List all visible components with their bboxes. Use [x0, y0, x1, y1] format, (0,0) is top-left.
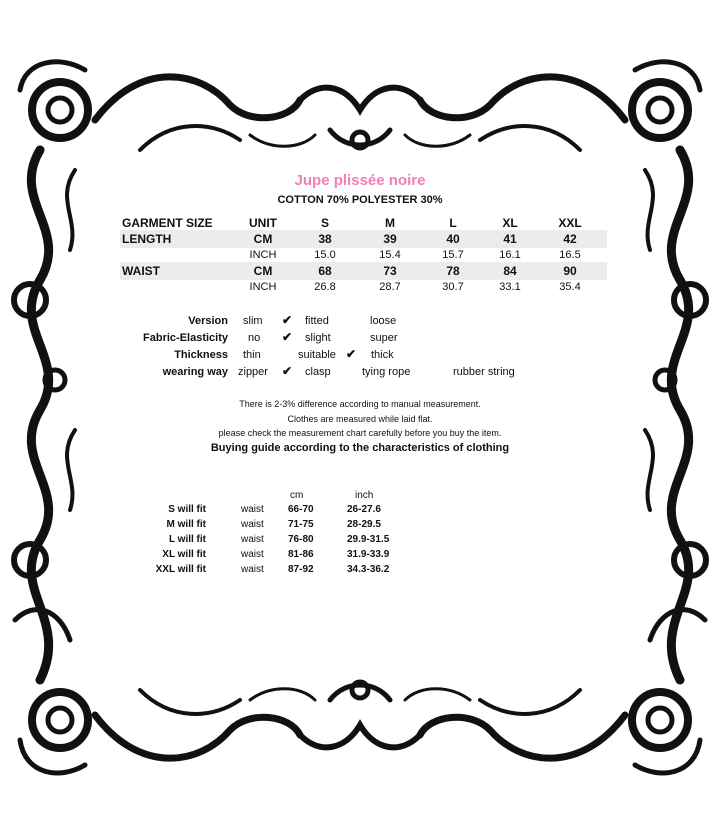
- fit-size: XXL will fit: [155, 564, 206, 575]
- row-label-waist: WAIST: [122, 264, 160, 278]
- fit-cm: 71-75: [288, 519, 314, 530]
- table-cell: 68: [318, 264, 332, 278]
- fit-cm: 87-92: [288, 564, 314, 575]
- option-thick: thick: [371, 349, 394, 361]
- fit-col-inch: inch: [355, 490, 374, 501]
- table-cell: 35.4: [559, 281, 581, 293]
- option-no: no: [248, 332, 261, 344]
- page-title: Jupe plissée noire: [294, 172, 426, 189]
- row-label-length: LENGTH: [122, 232, 172, 246]
- guide-title: Buying guide according to the characteristics of clothing: [210, 442, 510, 454]
- header-unit: UNIT: [249, 216, 277, 230]
- header-size-xl: XL: [502, 216, 518, 230]
- header-garment-size: GARMENT SIZE: [122, 216, 213, 230]
- fit-part: waist: [241, 504, 264, 515]
- fit-inch: 29.9-31.5: [347, 534, 390, 545]
- option-slight: slight: [305, 332, 331, 344]
- fit-size: M will fit: [166, 519, 206, 530]
- table-cell: 41: [503, 232, 517, 246]
- option-fitted: fitted: [305, 315, 329, 327]
- option-rubber-string: rubber string: [453, 366, 515, 378]
- option-loose: loose: [370, 315, 397, 327]
- header-size-m: M: [385, 216, 395, 230]
- table-cell: 73: [383, 264, 397, 278]
- header-size-l: L: [449, 216, 457, 230]
- fit-inch: 31.9-33.9: [347, 549, 390, 560]
- note-line: Clothes are measured while laid flat.: [287, 414, 433, 424]
- table-cell: 90: [563, 264, 577, 278]
- table-cell: 30.7: [442, 281, 464, 293]
- table-cell: 42: [563, 232, 577, 246]
- table-cell: 26.8: [314, 281, 336, 293]
- fit-inch: 26-27.6: [347, 504, 381, 515]
- fit-inch: 34.3-36.2: [347, 564, 390, 575]
- fit-cm: 81-86: [288, 549, 314, 560]
- fit-part: waist: [241, 564, 264, 575]
- row-unit: INCH: [249, 281, 277, 293]
- check-icon: ✔: [282, 313, 293, 327]
- label-fabric-elasticity: Fabric-Elasticity: [143, 332, 228, 344]
- label-version: Version: [188, 315, 228, 327]
- fit-size: S will fit: [168, 504, 206, 515]
- row-unit: INCH: [249, 249, 277, 261]
- option-suitable: suitable: [298, 349, 336, 361]
- table-cell: 40: [446, 232, 460, 246]
- note-line: There is 2-3% difference according to manual measurement.: [239, 399, 481, 409]
- option-zipper: zipper: [238, 366, 268, 378]
- option-slim: slim: [243, 315, 263, 327]
- check-icon: ✔: [346, 347, 357, 361]
- option-super: super: [370, 332, 398, 344]
- header-size-s: S: [320, 216, 329, 230]
- fit-cm: 66-70: [288, 504, 314, 515]
- fit-size: XL will fit: [162, 549, 206, 560]
- table-cell: 16.1: [499, 249, 521, 261]
- table-cell: 33.1: [499, 281, 521, 293]
- option-tying-rope: tying rope: [362, 366, 411, 378]
- header-size-xxl: XXL: [558, 216, 582, 230]
- option-clasp: clasp: [305, 366, 331, 378]
- label-thickness: Thickness: [174, 349, 228, 361]
- note-line: please check the measurement chart carefully before you buy the item.: [218, 428, 502, 438]
- fit-cm: 76-80: [288, 534, 314, 545]
- table-cell: 15.0: [314, 249, 336, 261]
- fit-col-cm: cm: [290, 490, 304, 501]
- material-composition: COTTON 70% POLYESTER 30%: [277, 194, 443, 206]
- table-cell: 15.7: [442, 249, 464, 261]
- fit-part: waist: [241, 534, 264, 545]
- fit-inch: 28-29.5: [347, 519, 381, 530]
- table-cell: 78: [446, 264, 460, 278]
- table-cell: 39: [383, 232, 397, 246]
- row-unit: CM: [253, 232, 273, 246]
- row-unit: CM: [253, 264, 273, 278]
- label-wearing-way: wearing way: [162, 366, 228, 378]
- table-cell: 28.7: [379, 281, 401, 293]
- table-cell: 84: [503, 264, 517, 278]
- option-thin: thin: [243, 349, 261, 361]
- check-icon: ✔: [282, 364, 293, 378]
- check-icon: ✔: [282, 330, 293, 344]
- table-cell: 15.4: [379, 249, 401, 261]
- table-cell: 38: [318, 232, 332, 246]
- fit-part: waist: [241, 519, 264, 530]
- table-cell: 16.5: [559, 249, 581, 261]
- fit-size: L will fit: [168, 534, 206, 545]
- fit-part: waist: [241, 549, 264, 560]
